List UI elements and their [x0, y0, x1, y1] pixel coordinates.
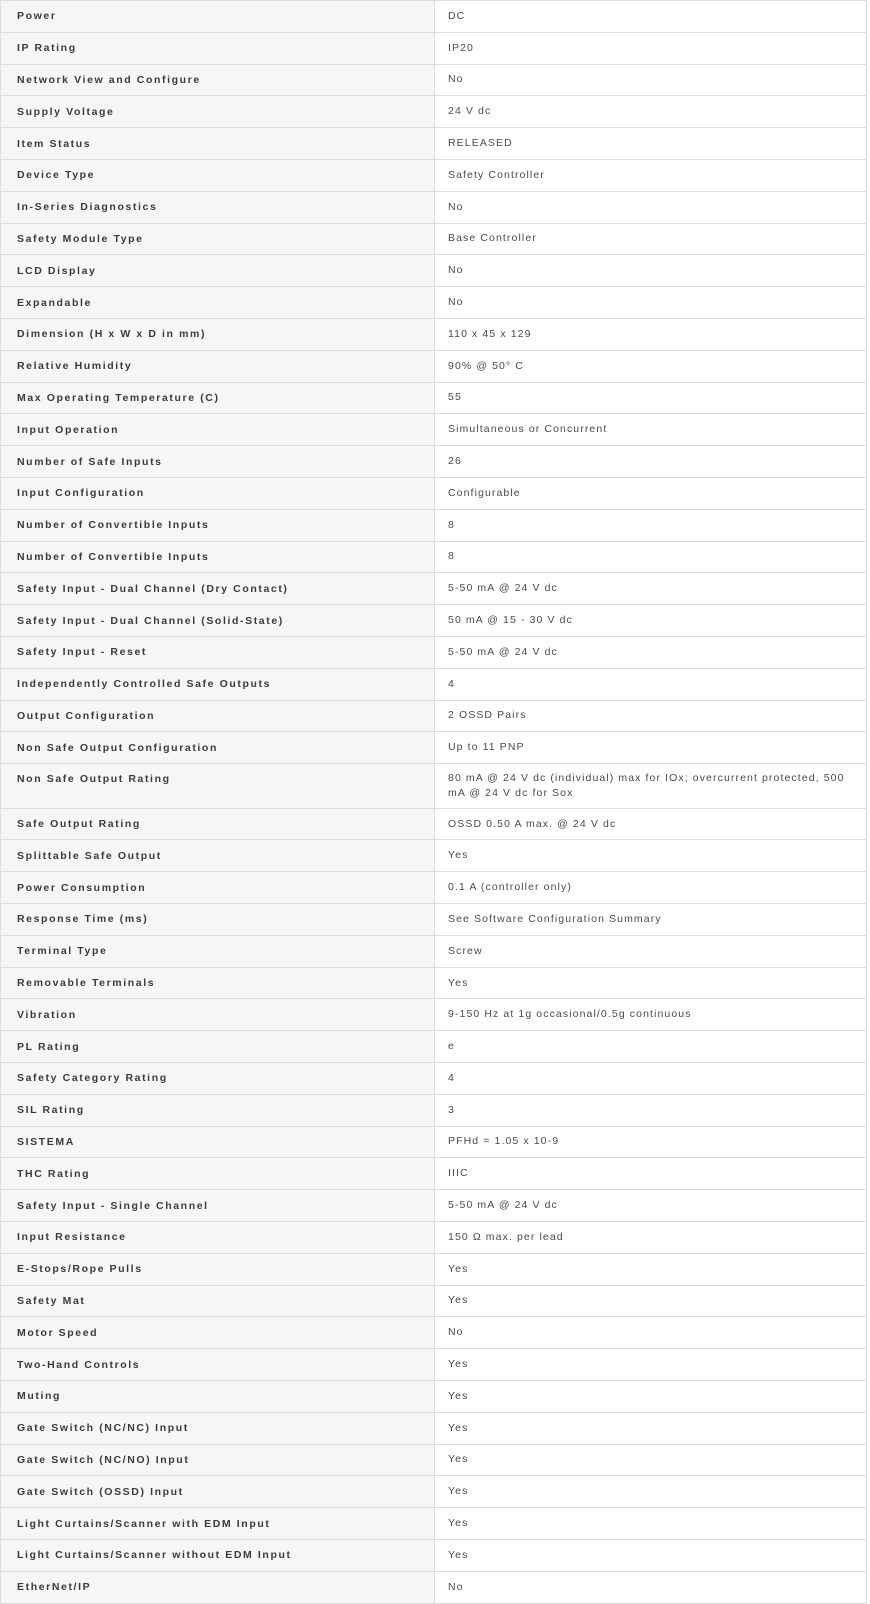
spec-value: See Software Configuration Summary — [435, 904, 867, 936]
spec-value: 5-50 mA @ 24 V dc — [435, 573, 867, 605]
spec-row — [1, 1476, 867, 1508]
spec-row — [1, 1253, 867, 1285]
spec-value: 5-50 mA @ 24 V dc — [435, 1190, 867, 1222]
specifications-body — [1, 1, 867, 1604]
spec-label: SISTEMA — [1, 1126, 435, 1158]
spec-label: Safety Mat — [1, 1285, 435, 1317]
spec-row — [1, 636, 867, 668]
spec-row — [1, 1380, 867, 1412]
spec-label: Response Time (ms) — [1, 904, 435, 936]
spec-label: Item Status — [1, 128, 435, 160]
spec-row — [1, 541, 867, 573]
spec-value: Safety Controller — [435, 159, 867, 191]
spec-value: RELEASED — [435, 128, 867, 160]
spec-row — [1, 1158, 867, 1190]
spec-row — [1, 414, 867, 446]
spec-value: 110 x 45 x 129 — [435, 318, 867, 350]
spec-label: Input Operation — [1, 414, 435, 446]
spec-value: No — [435, 64, 867, 96]
spec-row — [1, 1412, 867, 1444]
spec-row — [1, 605, 867, 637]
spec-value: 55 — [435, 382, 867, 414]
spec-value: Base Controller — [435, 223, 867, 255]
spec-value: 24 V dc — [435, 96, 867, 128]
spec-label: Terminal Type — [1, 935, 435, 967]
spec-row — [1, 573, 867, 605]
spec-label: Vibration — [1, 999, 435, 1031]
spec-value: Yes — [435, 1349, 867, 1381]
spec-value: 4 — [435, 668, 867, 700]
spec-row — [1, 1349, 867, 1381]
spec-label: Non Safe Output Rating — [1, 764, 435, 809]
spec-row — [1, 255, 867, 287]
spec-row — [1, 1508, 867, 1540]
spec-label: Safety Input - Dual Channel (Solid-State) — [1, 605, 435, 637]
spec-label: THC Rating — [1, 1158, 435, 1190]
spec-row — [1, 382, 867, 414]
spec-label: Muting — [1, 1380, 435, 1412]
spec-value: 90% @ 50° C — [435, 350, 867, 382]
spec-row — [1, 128, 867, 160]
spec-row — [1, 840, 867, 872]
spec-value: 26 — [435, 446, 867, 478]
spec-row — [1, 446, 867, 478]
spec-label: Relative Humidity — [1, 350, 435, 382]
spec-label: Safety Input - Single Channel — [1, 1190, 435, 1222]
spec-row — [1, 700, 867, 732]
spec-value: 2 OSSD Pairs — [435, 700, 867, 732]
spec-label: Safety Input - Dual Channel (Dry Contact) — [1, 573, 435, 605]
spec-value: 150 Ω max. per lead — [435, 1221, 867, 1253]
spec-label: Gate Switch (OSSD) Input — [1, 1476, 435, 1508]
spec-row — [1, 96, 867, 128]
spec-label: Non Safe Output Configuration — [1, 732, 435, 764]
spec-value: Configurable — [435, 477, 867, 509]
spec-row — [1, 477, 867, 509]
spec-row — [1, 1190, 867, 1222]
spec-row — [1, 1317, 867, 1349]
spec-row — [1, 999, 867, 1031]
spec-value: IP20 — [435, 32, 867, 64]
spec-row — [1, 764, 867, 809]
spec-row — [1, 1063, 867, 1095]
spec-row — [1, 318, 867, 350]
spec-value: 0.1 A (controller only) — [435, 872, 867, 904]
spec-label: Light Curtains/Scanner without EDM Input — [1, 1539, 435, 1571]
spec-label: Max Operating Temperature (C) — [1, 382, 435, 414]
spec-value: Yes — [435, 1380, 867, 1412]
spec-row — [1, 1, 867, 33]
spec-row — [1, 64, 867, 96]
spec-value: No — [435, 287, 867, 319]
spec-value: Yes — [435, 1253, 867, 1285]
spec-label: Gate Switch (NC/NO) Input — [1, 1444, 435, 1476]
spec-label: IP Rating — [1, 32, 435, 64]
spec-label: Power Consumption — [1, 872, 435, 904]
spec-label: Safety Input - Reset — [1, 636, 435, 668]
spec-value: PFHd = 1.05 x 10-9 — [435, 1126, 867, 1158]
spec-row — [1, 1444, 867, 1476]
spec-label: Independently Controlled Safe Outputs — [1, 668, 435, 700]
spec-label: LCD Display — [1, 255, 435, 287]
spec-value: Up to 11 PNP — [435, 732, 867, 764]
spec-value: 8 — [435, 509, 867, 541]
spec-label: Two-Hand Controls — [1, 1349, 435, 1381]
spec-value: 50 mA @ 15 - 30 V dc — [435, 605, 867, 637]
spec-label: SIL Rating — [1, 1094, 435, 1126]
spec-row — [1, 1571, 867, 1603]
spec-label: Splittable Safe Output — [1, 840, 435, 872]
spec-row — [1, 287, 867, 319]
spec-row — [1, 1031, 867, 1063]
spec-row — [1, 223, 867, 255]
spec-value: Yes — [435, 1444, 867, 1476]
spec-value: 3 — [435, 1094, 867, 1126]
spec-label: Gate Switch (NC/NC) Input — [1, 1412, 435, 1444]
spec-label: Motor Speed — [1, 1317, 435, 1349]
spec-row — [1, 668, 867, 700]
spec-row — [1, 1126, 867, 1158]
spec-row — [1, 967, 867, 999]
spec-row — [1, 1539, 867, 1571]
spec-label: Network View and Configure — [1, 64, 435, 96]
spec-value: No — [435, 1317, 867, 1349]
spec-row — [1, 1285, 867, 1317]
spec-row — [1, 159, 867, 191]
spec-row — [1, 904, 867, 936]
spec-label: Expandable — [1, 287, 435, 319]
spec-value: No — [435, 1571, 867, 1603]
spec-value: Yes — [435, 1539, 867, 1571]
spec-label: Removable Terminals — [1, 967, 435, 999]
spec-value: Yes — [435, 967, 867, 999]
spec-value: Yes — [435, 1508, 867, 1540]
spec-row — [1, 732, 867, 764]
spec-label: In-Series Diagnostics — [1, 191, 435, 223]
spec-label: Light Curtains/Scanner with EDM Input — [1, 1508, 435, 1540]
spec-label: Dimension (H x W x D in mm) — [1, 318, 435, 350]
spec-value: OSSD 0.50 A max. @ 24 V dc — [435, 808, 867, 840]
spec-value: 80 mA @ 24 V dc (individual) max for IOx; overcurrent protected, 500 mA @ 24 V dc for Sox — [435, 764, 867, 809]
spec-row — [1, 808, 867, 840]
spec-label: Supply Voltage — [1, 96, 435, 128]
spec-value: IIIC — [435, 1158, 867, 1190]
spec-row — [1, 509, 867, 541]
spec-label: Number of Convertible Inputs — [1, 541, 435, 573]
spec-label: Number of Convertible Inputs — [1, 509, 435, 541]
spec-label: Number of Safe Inputs — [1, 446, 435, 478]
spec-label: Input Configuration — [1, 477, 435, 509]
spec-value: Yes — [435, 1285, 867, 1317]
spec-value: Yes — [435, 1412, 867, 1444]
spec-row — [1, 1221, 867, 1253]
spec-value: Yes — [435, 840, 867, 872]
spec-value: Simultaneous or Concurrent — [435, 414, 867, 446]
spec-label: Power — [1, 1, 435, 33]
spec-label: PL Rating — [1, 1031, 435, 1063]
spec-value: 5-50 mA @ 24 V dc — [435, 636, 867, 668]
spec-label: EtherNet/IP — [1, 1571, 435, 1603]
spec-label: Safe Output Rating — [1, 808, 435, 840]
spec-label: Output Configuration — [1, 700, 435, 732]
spec-value: 9-150 Hz at 1g occasional/0.5g continuous — [435, 999, 867, 1031]
spec-label: Safety Module Type — [1, 223, 435, 255]
spec-value: Yes — [435, 1476, 867, 1508]
spec-value: DC — [435, 1, 867, 33]
spec-row — [1, 1094, 867, 1126]
spec-value: Screw — [435, 935, 867, 967]
spec-row — [1, 935, 867, 967]
spec-row — [1, 350, 867, 382]
spec-value: No — [435, 255, 867, 287]
spec-label: E-Stops/Rope Pulls — [1, 1253, 435, 1285]
spec-row — [1, 191, 867, 223]
spec-value: No — [435, 191, 867, 223]
spec-row — [1, 32, 867, 64]
spec-value: 4 — [435, 1063, 867, 1095]
spec-value: 8 — [435, 541, 867, 573]
spec-label: Input Resistance — [1, 1221, 435, 1253]
spec-label: Device Type — [1, 159, 435, 191]
spec-row — [1, 872, 867, 904]
spec-label: Safety Category Rating — [1, 1063, 435, 1095]
spec-value: e — [435, 1031, 867, 1063]
